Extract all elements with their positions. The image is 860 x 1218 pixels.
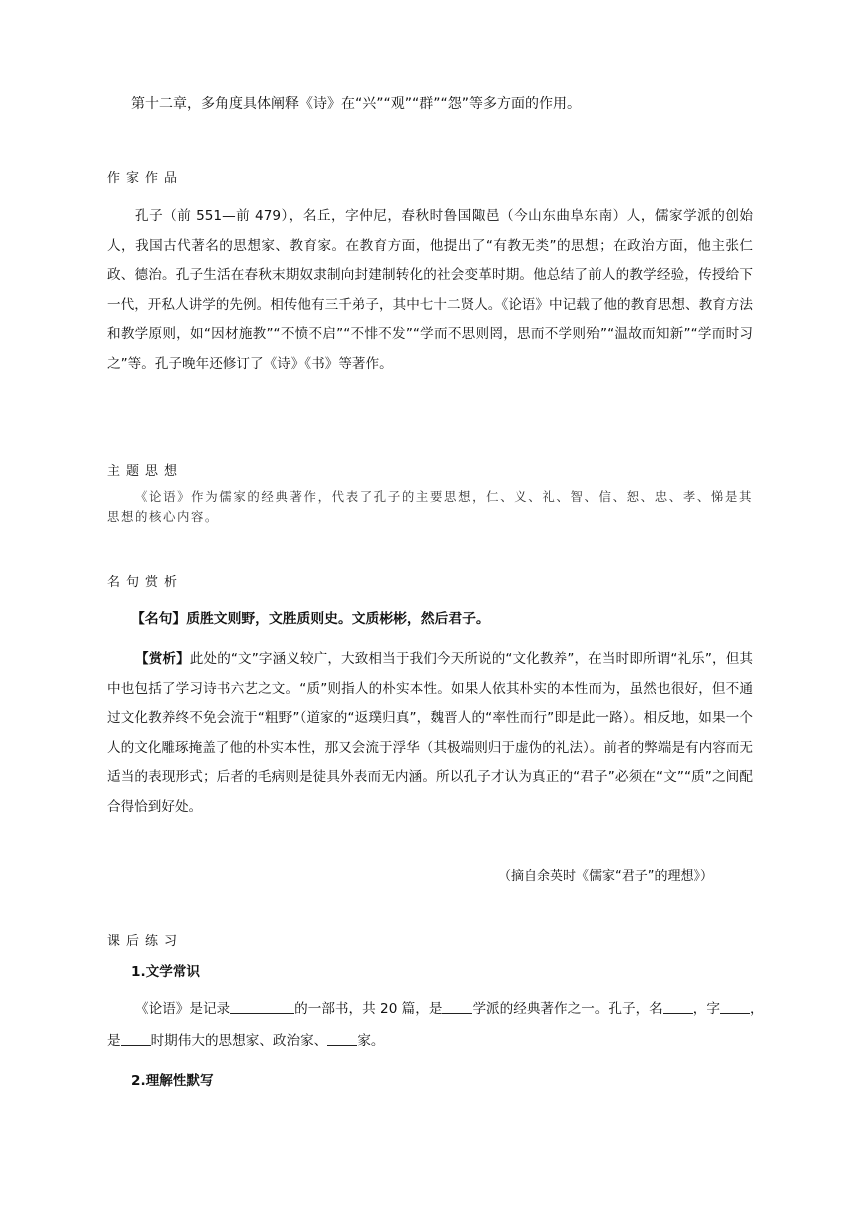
question-2-title: 2.理解性默写 [131, 1073, 214, 1089]
answer-blank-role[interactable] [327, 1031, 357, 1046]
q1-text-f: 是 [107, 1033, 121, 1049]
q1-text-g: 时期伟大的思想家、政治家、 [150, 1033, 328, 1049]
q1-text-e: ， [749, 1001, 764, 1017]
famous-quote [131, 609, 490, 629]
quote-label: 【名句】 [131, 611, 187, 627]
question-1-line-1 [107, 993, 764, 1025]
exercise-section-heading: 课后练习 [107, 934, 184, 949]
question-1-title: 1.文学常识 [131, 964, 200, 980]
quote-text: 质胜文则野，文胜质则史。文质彬彬，然后君子。 [186, 611, 490, 627]
analysis-label: 【赏析】 [135, 651, 190, 667]
author-section-heading: 作家作品 [107, 171, 184, 186]
q1-text-a: 《论语》是记录 [135, 1001, 231, 1017]
theme-section-body [107, 487, 753, 527]
intro-sentence: 第十二章，多角度具体阐释《诗》在“兴”“观”“群”“怨”等多方面的作用。 [131, 96, 582, 112]
answer-blank-period[interactable] [121, 1031, 151, 1046]
q1-text-h: 家。 [357, 1033, 385, 1049]
q1-text-b: 的一部书，共 20 篇，是 [294, 1001, 443, 1017]
q1-text-d: ，字 [692, 1001, 720, 1017]
question-1-body [107, 993, 764, 1057]
analysis-block [107, 645, 753, 822]
theme-section-heading: 主题思想 [107, 464, 184, 479]
quote-source: （摘自余英时《儒家“君子”的理想》） [498, 869, 713, 884]
quote-section-heading: 名句赏析 [107, 575, 184, 590]
analysis-text: 此处的“文”字涵义较广，大致相当于我们今天所说的“文化教养”，在当时即所谓“礼乐”，但其中也包括了学习诗书六艺之文。“质”则指人的朴实本性。如果人依其朴实的本性而为，虽然也很好，但不通过文化教养终不免会流于“粗野”（道家的“返璞归真”，魏晋人的“率性而行”即是此一路）。相反地，如果一个人的文化雕琢掩盖了他的朴实本性，那又会流于浮华（其极端则归于虚伪的礼法）。前者的弊端是有内容而无适当的表现形式；后者的毛病则是徒具外表而无内涵。所以孔子才认为真正的“君子”必须在“文”“质”之间配合得恰到好处。 [107, 651, 753, 815]
answer-blank-school[interactable] [442, 999, 472, 1014]
question-1-line-2 [107, 1025, 753, 1057]
analysis-paragraph [107, 645, 753, 822]
author-section-body [107, 202, 753, 379]
answer-blank-name[interactable] [663, 999, 693, 1014]
q1-text-c: 学派的经典著作之一。孔子，名 [472, 1001, 663, 1017]
answer-blank-record[interactable] [230, 999, 294, 1014]
author-paragraph: 孔子（前 551—前 479），名丘，字仲尼，春秋时鲁国陬邑（今山东曲阜东南）人，儒家学派的创始人，我国古代著名的思想家、教育家。在教育方面，他提出了“有教无类”的思想；在政治方面，他主张仁政、德治。孔子生活在春秋末期奴隶制向封建制转化的社会变革时期。他总结了前人的教学经验，传授给下一代，开私人讲学的先例。相传他有三千弟子，其中七十二贤人。《论语》中记载了他的教育思想、教育方法和教学原则，如“因材施教”“不愤不启”“不悱不发”“学而不思则罔，思而不学则殆”“温故而知新”“学而时习之”等。孔子晚年还修订了《诗》《书》等著作。 [107, 208, 753, 372]
theme-paragraph: 《论语》作为儒家的经典著作，代表了孔子的主要思想，仁、义、礼、智、信、恕、忠、孝、悌是其思想的核心内容。 [107, 489, 753, 524]
answer-blank-courtesy-name[interactable] [720, 999, 750, 1014]
